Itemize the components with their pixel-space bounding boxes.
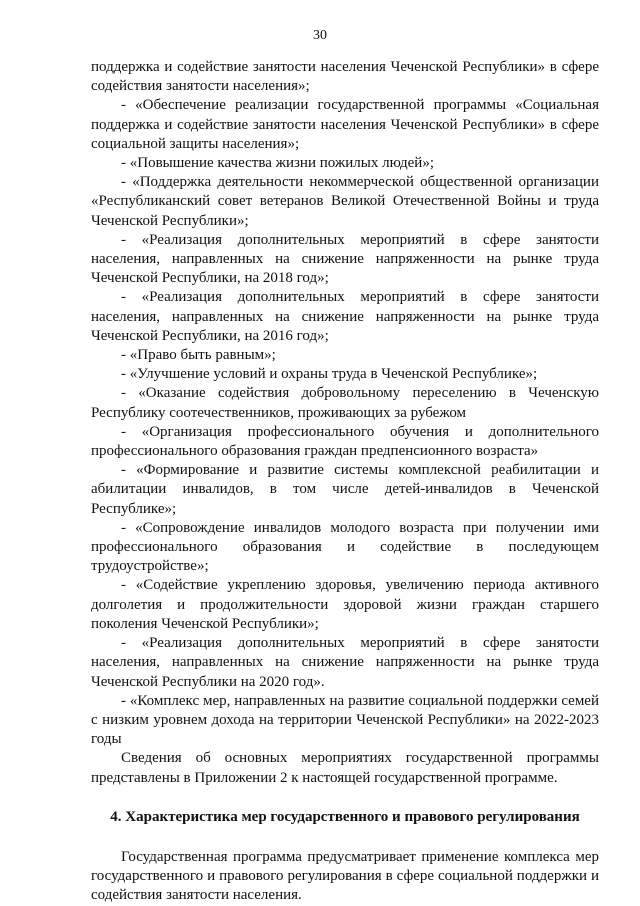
list-item: - «Реализация дополнительных мероприятий в сфере занятости населения, направленных на снижение напряженности на рынке труда Чеченской Республики на 2020 год».	[91, 635, 599, 690]
document-body	[91, 58, 599, 906]
list-item: - «Организация профессионального обучения и дополнительного профессионального образования граждан предпенсионного возраста»	[91, 423, 599, 460]
list-item: - «Улучшение условий и охраны труда в Чеченской Республике»;	[121, 366, 538, 383]
summary-paragraph: Сведения об основных мероприятиях государственной программы представлены в Приложении 2 к настоящей государственной программе.	[91, 750, 599, 786]
list-item: - «Оказание содействия добровольному переселению в Чеченскую Республику соотечественников, проживающих за рубежом	[91, 385, 599, 421]
section-paragraph: Государственная программа предусматривает применение комплекса мер государственного и правового регулирования в сфере социальной поддержки и содействия занятости населения.	[91, 848, 599, 904]
list-item: - «Поддержка деятельности некоммерческой общественной организации «Республиканский совет ветеранов Великой Отечественной Войны и труда Чеченской Республики»;	[91, 174, 599, 229]
list-item: - «Формирование и развитие системы комплексной реабилитации и абилитации инвалидов, в том числе детей-инвалидов в Чеченской Республике»;	[91, 462, 599, 517]
list-item: - «Сопровождение инвалидов молодого возраста при получении ими профессионального образования и содействие в последующем трудоустройстве»;	[91, 519, 599, 575]
section-heading: 4. Характеристика мер государственного и правового регулирования	[110, 808, 580, 825]
list-item: - «Реализация дополнительных мероприятий в сфере занятости населения, направленных на снижение напряженности на рынке труда Чеченской Республики, на 2016 год»;	[91, 289, 599, 344]
list-item: - «Реализация дополнительных мероприятий в сфере занятости населения, направленных на снижение напряженности на рынке труда Чеченской Республики, на 2018 год»;	[91, 231, 599, 287]
list-item: - «Комплекс мер, направленных на развитие социальной поддержки семей с низким уровнем дохода на территории Чеченской Республики» на 2022-2023 годы	[91, 692, 599, 748]
list-item: - «Содействие укреплению здоровья, увеличению периода активного долголетия и продолжительности здоровой жизни граждан старшего поколения Чеченской Республики»;	[91, 577, 599, 632]
page-number: 30	[313, 28, 327, 43]
paragraph-continuation: поддержка и содействие занятости населения Чеченской Республики» в сфере содействия занятости населения»;	[91, 59, 599, 95]
list-item: - «Повышение качества жизни пожилых людей»;	[121, 155, 435, 172]
list-item: - «Право быть равным»;	[121, 347, 276, 364]
list-item: - «Обеспечение реализации государственной программы «Социальная поддержка и содействие занятости населения Чеченской Республики» в сфере социальной защиты населения»;	[91, 97, 599, 152]
